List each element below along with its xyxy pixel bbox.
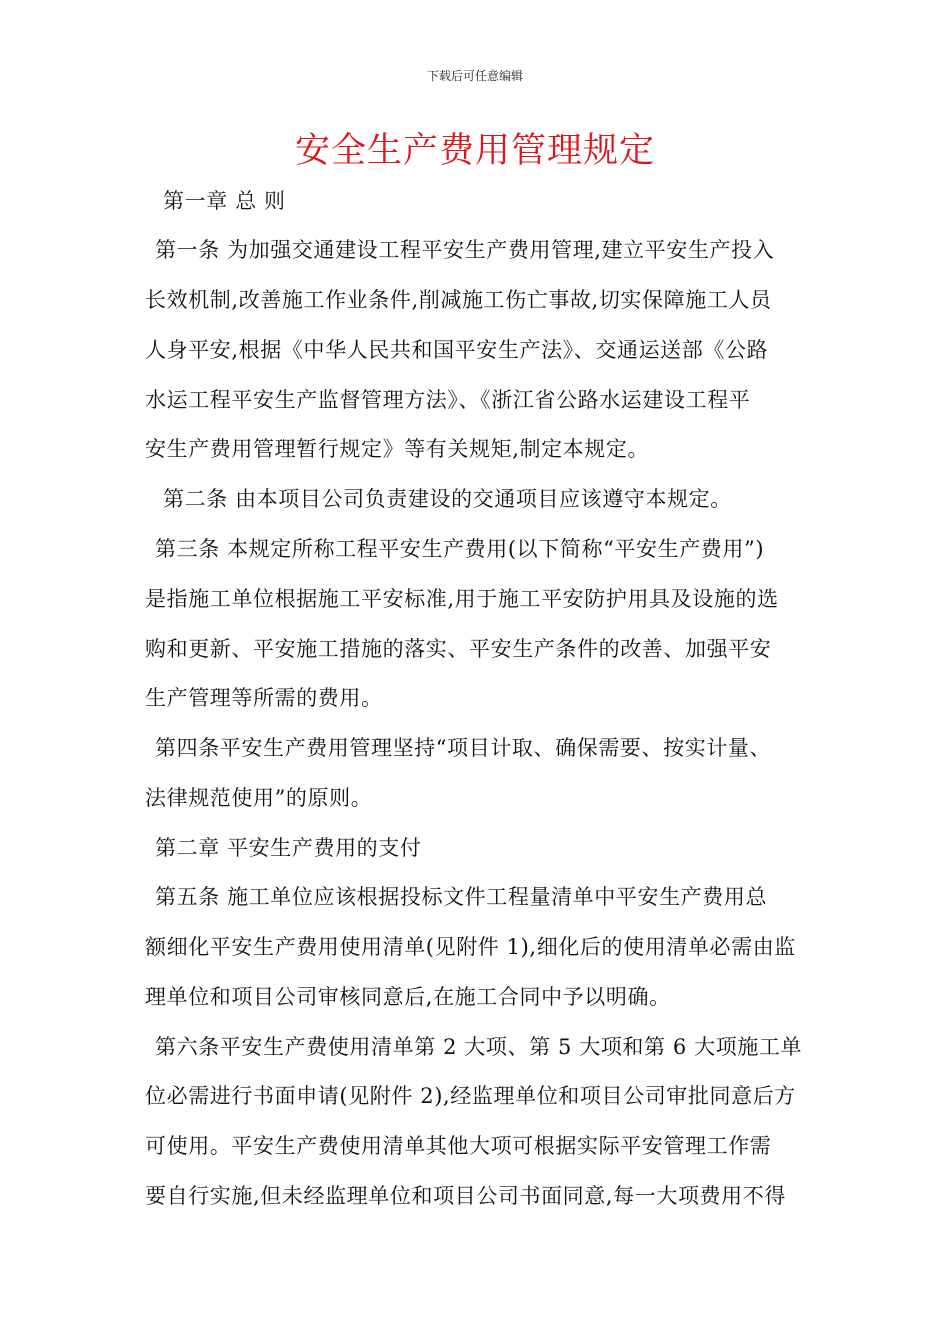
paragraph-line: 法律规范使用”的原则。 bbox=[145, 786, 373, 810]
paragraph-line: 第四条平安生产费用管理坚持“项目计取、确保需要、按实计量、 bbox=[155, 736, 772, 760]
paragraph-line: 第一条 为加强交通建设工程平安生产费用管理,建立平安生产投入 bbox=[155, 238, 775, 262]
chapter-heading: 第一章 总 则 bbox=[163, 189, 286, 213]
paragraph-line: 理单位和项目公司审核同意后,在施工合同中予以明确。 bbox=[145, 985, 671, 1009]
paragraph-line: 第五条 施工单位应该根据投标文件工程量清单中平安生产费用总 bbox=[155, 885, 768, 909]
paragraph-line: 要自行实施,但未经监理单位和项目公司书面同意,每一大项费用不得 bbox=[145, 1184, 786, 1208]
paragraph-line: 长效机制,改善施工作业条件,削减施工伤亡事故,切实保障施工人员 bbox=[145, 288, 772, 312]
paragraph-line: 是指施工单位根据施工平安标准,用于施工平安防护用具及设施的选 bbox=[145, 587, 779, 611]
paragraph-line: 安生产费用管理暂行规定》等有关规矩,制定本规定。 bbox=[145, 437, 650, 461]
paragraph-line: 额细化平安生产费用使用清单(见附件 1),细化后的使用清单必需由监 bbox=[145, 935, 796, 959]
paragraph-line: 水运工程平安生产监督管理方法》、《浙江省公路水运建设工程平 bbox=[145, 388, 751, 412]
paragraph-line: 位必需进行书面申请(见附件 2),经监理单位和项目公司审批同意后方 bbox=[145, 1084, 796, 1108]
paragraph-line: 第三条 本规定所称工程平安生产费用(以下简称“平安生产费用”) bbox=[155, 537, 765, 561]
paragraph-line: 第六条平安生产费使用清单第 2 大项、第 5 大项和第 6 大项施工单 bbox=[155, 1035, 803, 1059]
paragraph-line: 第二条 由本项目公司负责建设的交通项目应该遵守本规定。 bbox=[163, 487, 732, 511]
header-note: 下载后可任意编辑 bbox=[426, 69, 523, 83]
chapter-heading: 第二章 平安生产费用的支付 bbox=[155, 836, 422, 860]
paragraph-line: 人身平安,根据《中华人民共和国平安生产法》、交通运送部《公路 bbox=[145, 338, 769, 362]
paragraph-line: 购和更新、平安施工措施的落实、平安生产条件的改善、加强平安 bbox=[145, 637, 772, 661]
document-title: 安全生产费用管理规定 bbox=[294, 131, 655, 171]
paragraph-line: 可使用。平安生产费使用清单其他大项可根据实际平安管理工作需 bbox=[145, 1134, 772, 1158]
paragraph-line: 生产管理等所需的费用。 bbox=[145, 686, 383, 710]
